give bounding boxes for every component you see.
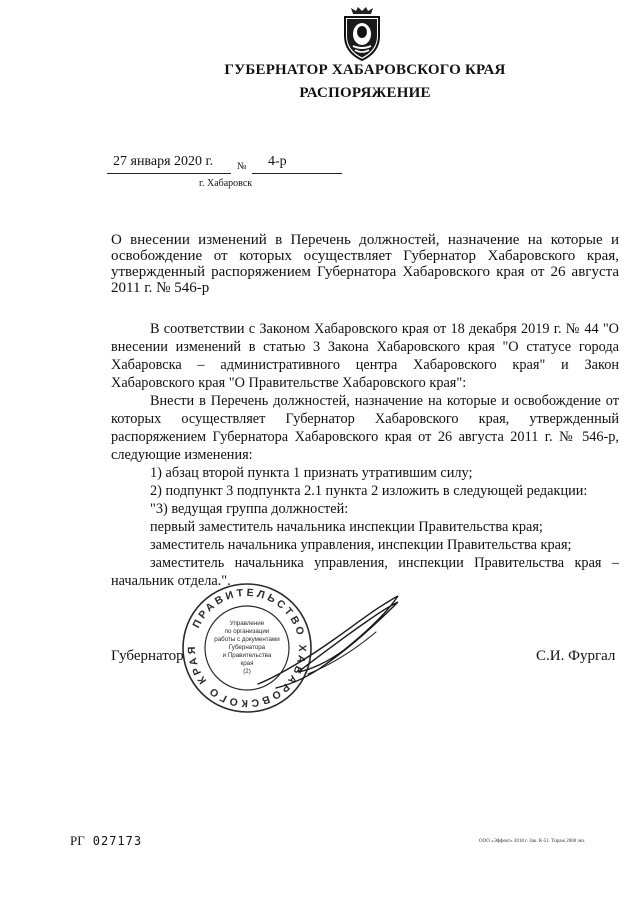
stamp-line-4: Губернатора <box>228 644 266 651</box>
stamp-line-7: (2) <box>243 668 251 675</box>
number-label: № <box>237 161 247 172</box>
document-body <box>111 320 619 590</box>
stamp-line-1: Управление <box>229 620 265 627</box>
document-city: г. Хабаровск <box>199 178 253 189</box>
stamp-line-2: по организации <box>224 628 270 635</box>
body-item-4: первый заместитель начальника инспекции Правительства края; <box>150 519 543 535</box>
body-item-6: заместитель начальника управления, инспекции Правительства края – начальник отдела.". <box>111 555 619 589</box>
form-serial <box>70 833 142 849</box>
body-paragraph-preamble: В соответствии с Законом Хабаровского края от 18 декабря 2019 г. № 44 "О внесении изменений в статью 3 Закона Хабаровского края "О статусе города Хабаровска – административного центра Хабаровского края" и Закон Хабаровского края "О Правительстве Хабаровского края": <box>111 321 619 391</box>
stamp-line-5: и Правительства <box>222 652 272 659</box>
number-underline <box>252 173 342 174</box>
form-serial-number: 027173 <box>92 834 143 848</box>
body-paragraph-directive: Внести в Перечень должностей, назначение на которые и освобождение от которых осуществляет Губернатор Хабаровского края, утвержденный распоряжением Губернатора Хабаровского края от 26 августа 2011 г. № 546-р, следующие изменения: <box>111 393 619 463</box>
document-date: 27 января 2020 г. <box>113 154 214 169</box>
stamp-line-6: края <box>240 660 254 667</box>
body-item-5: заместитель начальника управления, инспекции Правительства края; <box>150 537 572 553</box>
body-item-1: 1) абзац второй пункта 1 признать утратившим силу; <box>150 465 473 481</box>
form-series: РГ <box>70 833 85 848</box>
stamp-line-3: работы с документами <box>214 636 280 643</box>
document-subject: О внесении изменений в Перечень должностей, назначение на которые и освобождение от которых осуществляет Губернатор Хабаровского края, утвержденный распоряжением Губернатора Хабаровского края от 26 августа 2011 г. № 546-р <box>111 232 619 296</box>
khabarovsk-coat-of-arms-icon <box>336 6 388 62</box>
document-number: 4-р <box>268 154 287 169</box>
signatory-name: С.И. Фургал <box>536 648 616 664</box>
body-item-3: "3) ведущая группа должностей: <box>150 501 349 517</box>
issuer-title: ГУБЕРНАТОР ХАБАРОВСКОГО КРАЯ <box>224 62 506 78</box>
document-type: РАСПОРЯЖЕНИЕ <box>299 85 431 101</box>
print-info: ООО «Эффект» 2018 г. Зак. К-51. Тираж 2000 экз. <box>479 839 586 844</box>
handwritten-signature-icon <box>248 588 408 698</box>
body-item-2: 2) подпункт 3 подпункта 2.1 пункта 2 изложить в следующей редакции: <box>150 483 588 499</box>
signatory-position: Губернатор <box>111 648 184 664</box>
stamp-ring-text: ПРАВИТЕЛЬСТВО ХАБАРОВСКОГО КРАЯ <box>185 586 309 710</box>
date-underline <box>107 173 231 174</box>
